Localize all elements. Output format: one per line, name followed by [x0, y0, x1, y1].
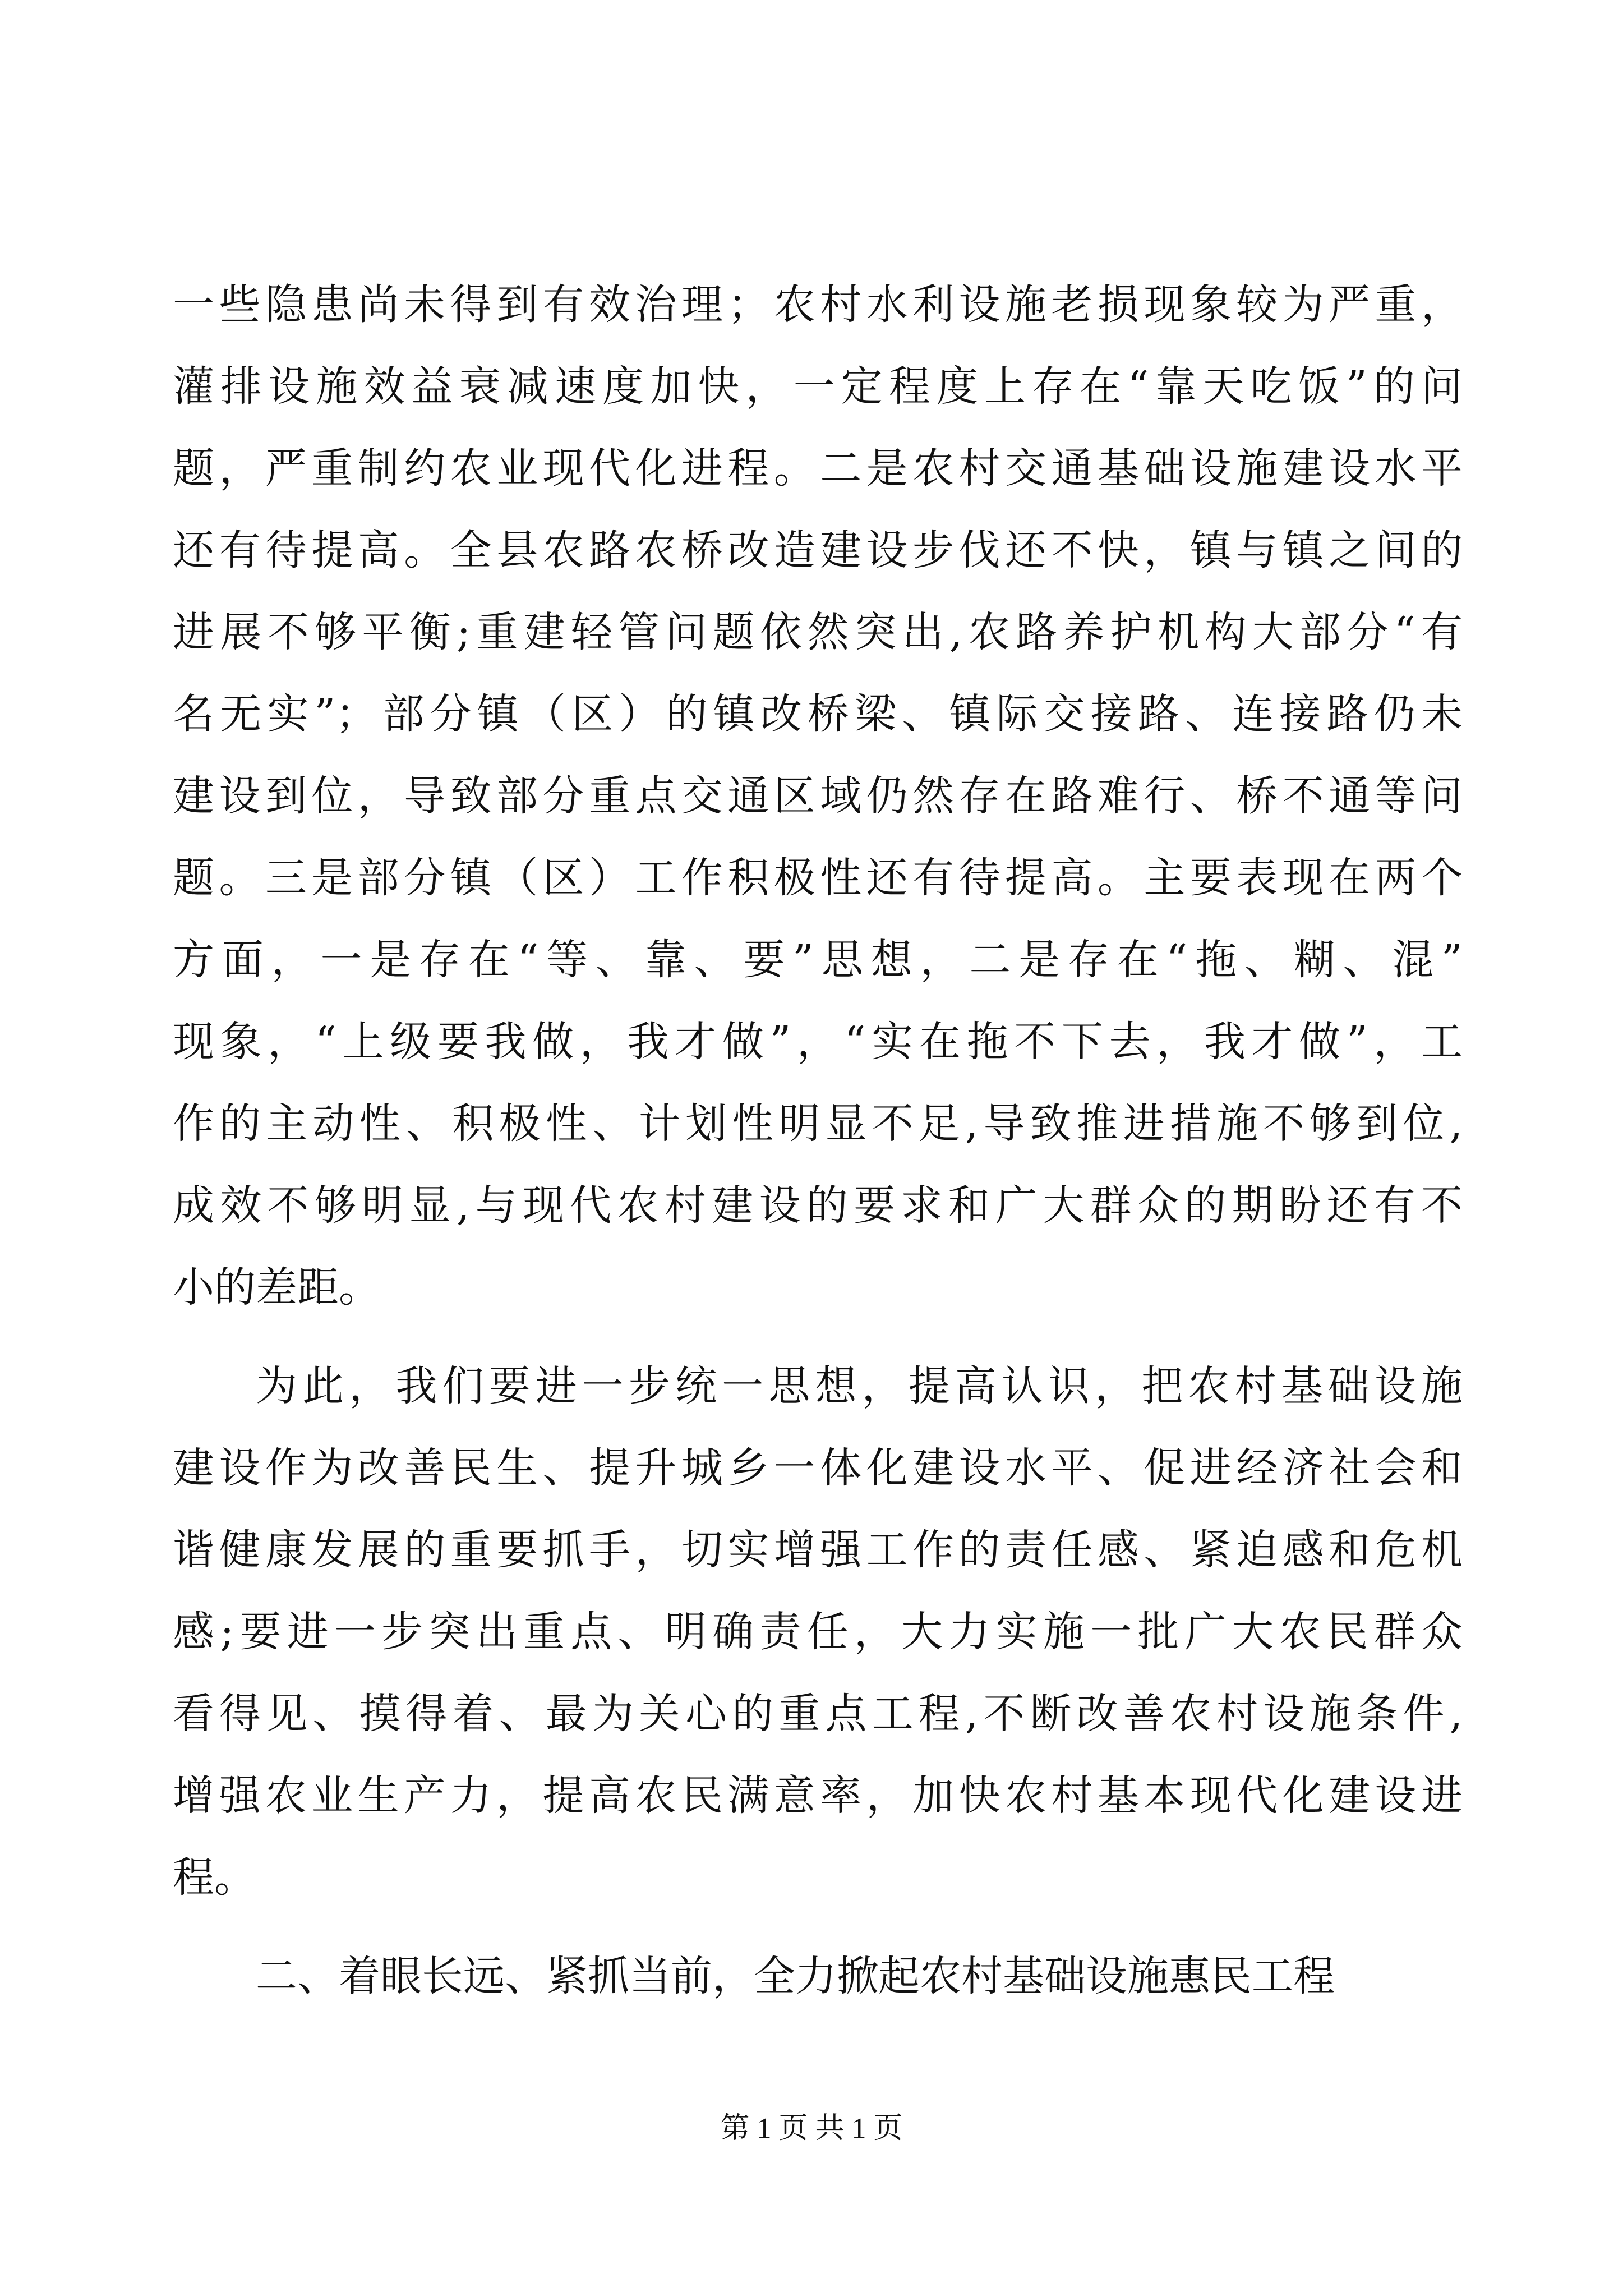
- text-line: 看得见、摸得着、最为关心的重点工程,不断改善农村设施条件,: [173, 1690, 1463, 1738]
- text-line: 现象，“上级要我做，我才做”，“实在拖不下去，我才做”，工: [173, 1018, 1463, 1066]
- text-line: 进展不够平衡;重建轻管问题依然突出,农路养护机构大部分“有: [173, 608, 1463, 656]
- text-line: 还有待提高。全县农路农桥改造建设步伐还不快，镇与镇之间的: [173, 526, 1463, 574]
- text-line: 建设到位，导致部分重点交通区域仍然存在路难行、桥不通等问: [173, 772, 1463, 820]
- text-line: 建设作为改善民生、提升城乡一体化建设水平、促进经济社会和: [173, 1444, 1463, 1492]
- paragraph-spacer: [173, 1918, 1463, 1935]
- text-line: 感;要进一步突出重点、明确责任，大力实施一批广大农民群众: [173, 1608, 1463, 1656]
- text-line: 成效不够明显,与现代农村建设的要求和广大群众的期盼还有不: [173, 1181, 1463, 1230]
- text-line: 方面，一是存在“等、靠、要”思想，二是存在“拖、糊、混”: [173, 936, 1463, 984]
- text-line: 为此，我们要进一步统一思想，提高认识，把农村基础设施: [256, 1362, 1463, 1410]
- text-line: 小的差距。: [173, 1263, 380, 1312]
- text-line: 作的主动性、积极性、计划性明显不足,导致推进措施不够到位,: [173, 1099, 1463, 1148]
- text-line: 题，严重制约农业现代化进程。二是农村交通基础设施建设水平: [173, 444, 1463, 493]
- section-heading: [173, 1935, 1463, 2017]
- paragraph: [173, 264, 1463, 1328]
- text-line: 名无实”；部分镇（区）的镇改桥梁、镇际交接路、连接路仍未: [173, 690, 1463, 738]
- text-line: 二、着眼长远、紧抓当前，全力掀起农村基础设施惠民工程: [256, 1952, 1335, 2000]
- text-line: 题。三是部分镇（区）工作积极性还有待提高。主要表现在两个: [173, 854, 1463, 902]
- paragraph: [173, 1345, 1463, 1918]
- paragraph-spacer: [173, 1328, 1463, 1345]
- page-number-footer: 第 1 页 共 1 页: [720, 2113, 903, 2145]
- text-line: 程。: [173, 1853, 256, 1902]
- text-line: 谐健康发展的重要抓手，切实增强工作的责任感、紧迫感和危机: [173, 1526, 1463, 1574]
- text-line: 一些隐患尚未得到有效治理；农村水利设施老损现象较为严重，: [173, 280, 1463, 329]
- text-line: 灌排设施效益衰减速度加快，一定程度上存在“靠天吃饭”的问: [173, 362, 1463, 411]
- document-body: [173, 264, 1463, 2017]
- text-line: 增强农业生产力，提高农民满意率，加快农村基本现代化建设进: [173, 1772, 1463, 1820]
